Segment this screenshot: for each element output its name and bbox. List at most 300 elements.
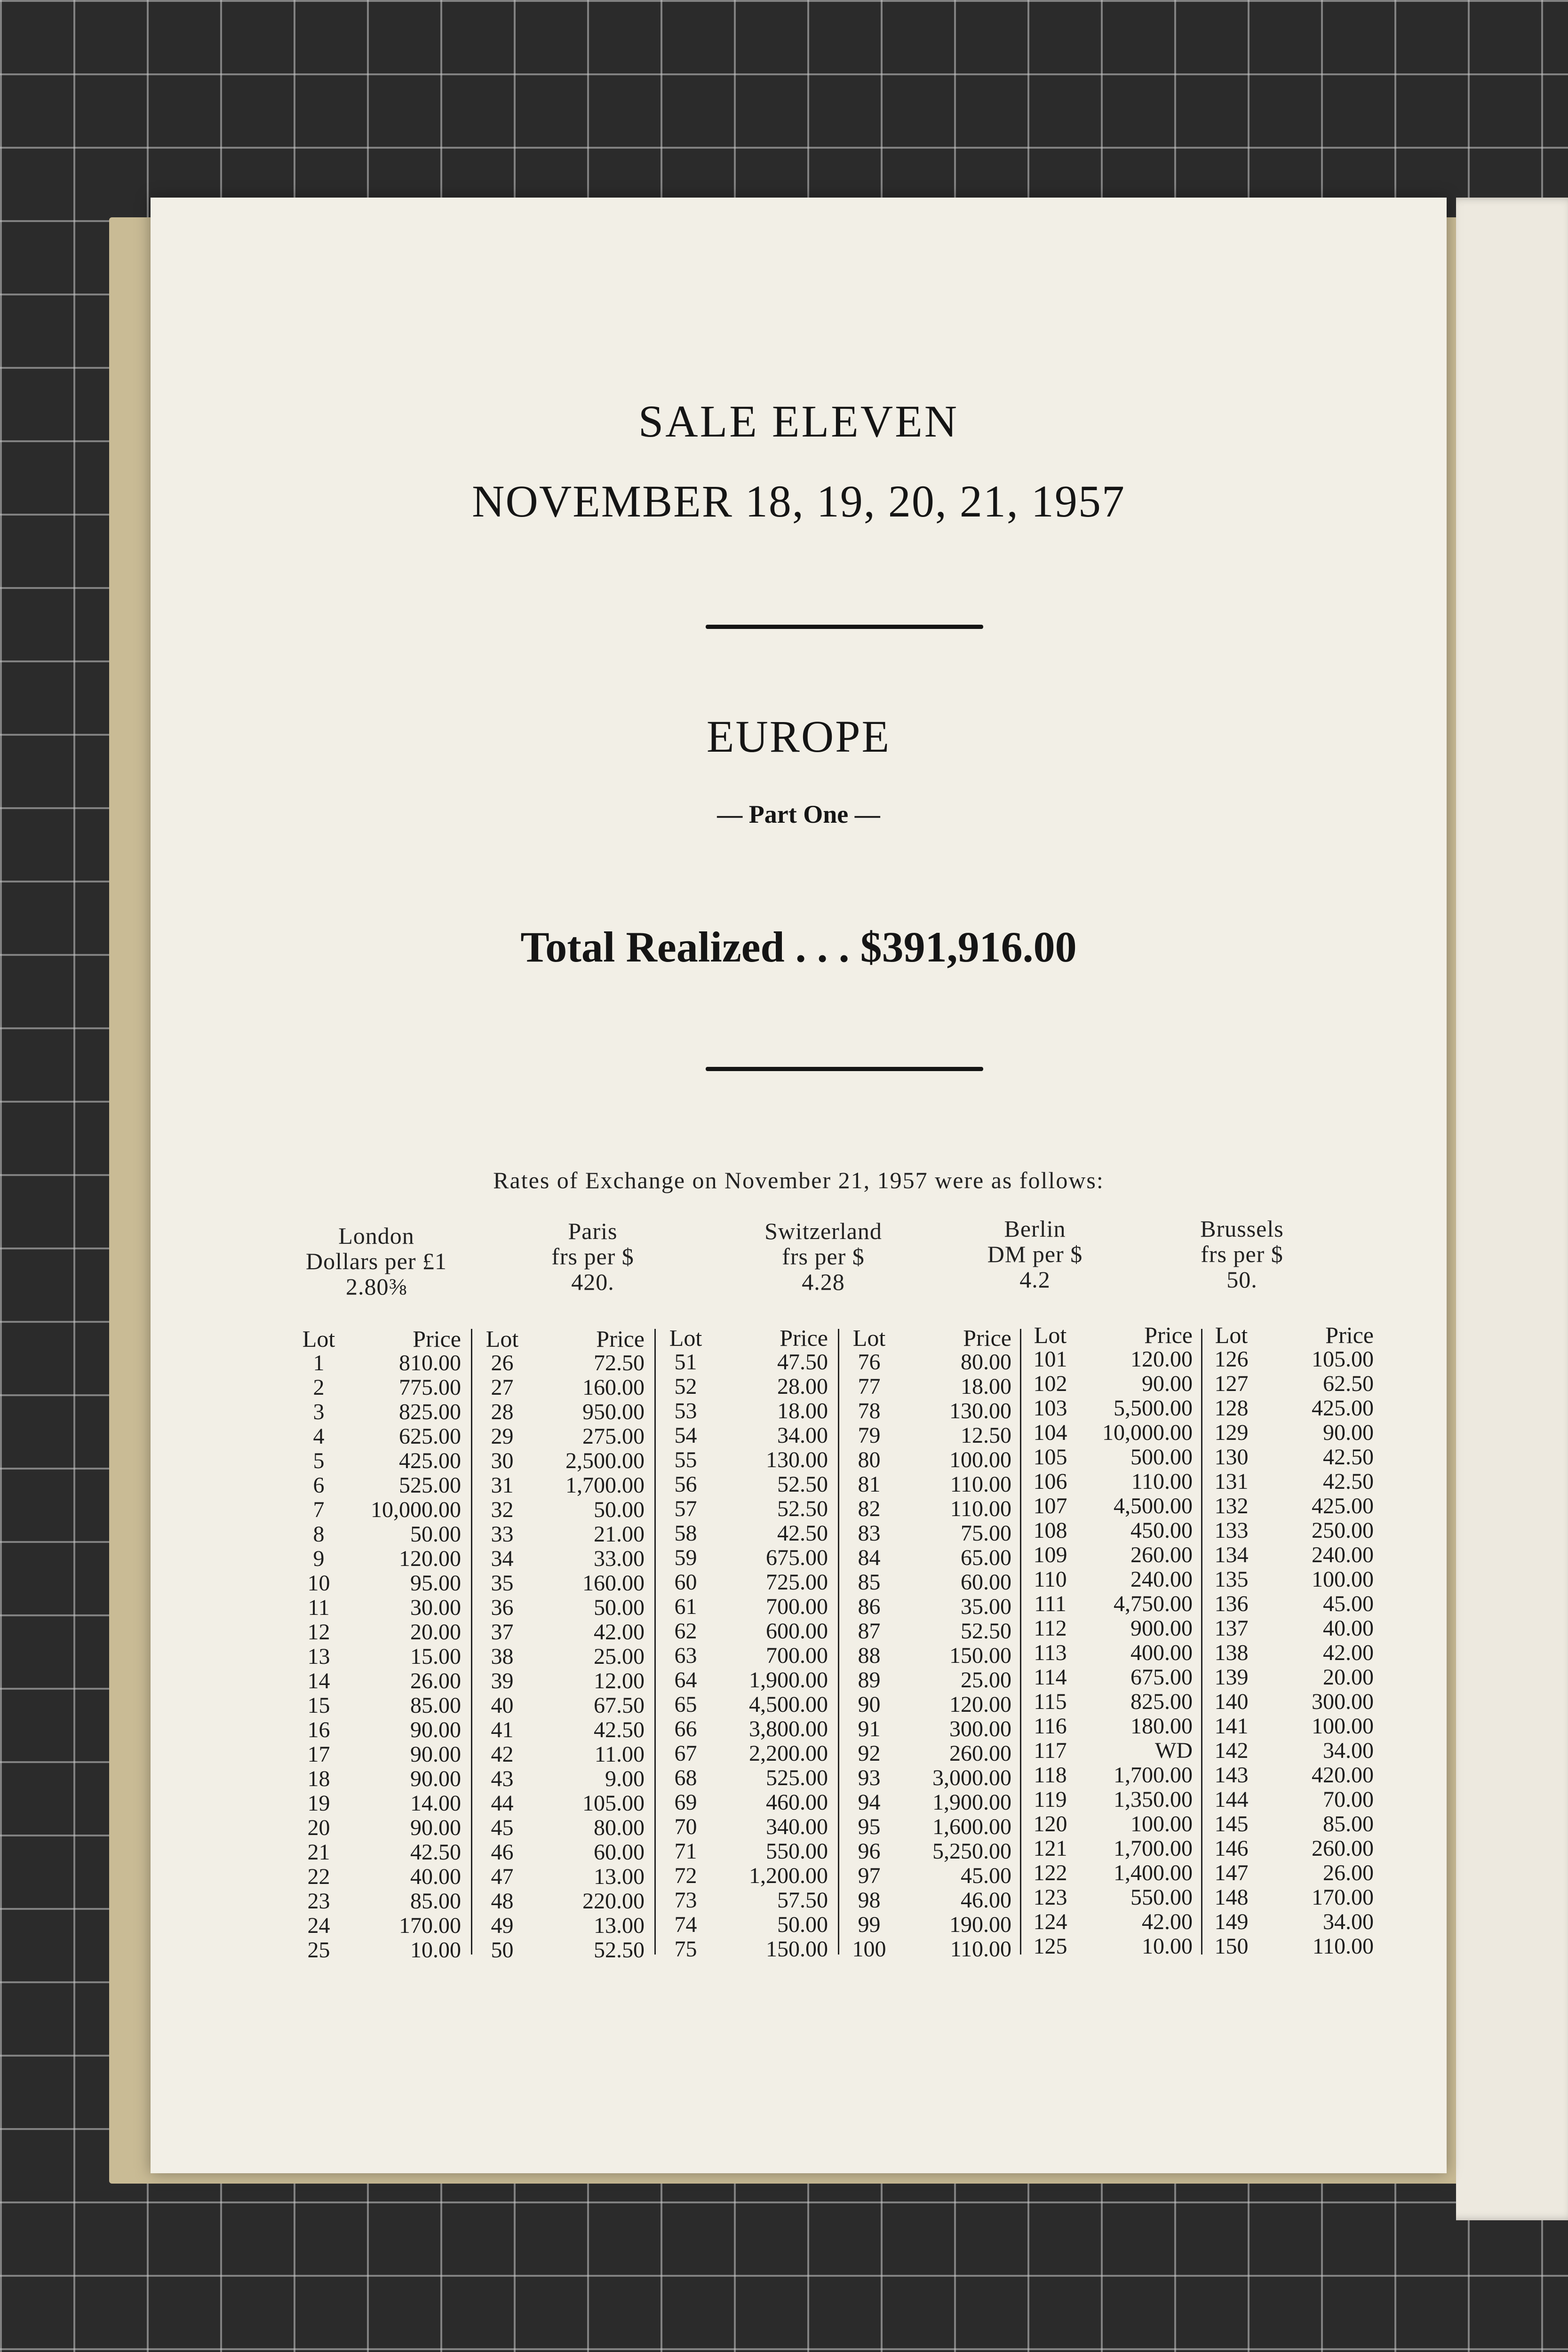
lot-price: 1,400.00: [1114, 1860, 1193, 1885]
column-divider: [1201, 1329, 1202, 1955]
table-row: [842, 1839, 1011, 1864]
lot-column: [842, 1326, 1011, 1962]
table-row: [1023, 1812, 1193, 1836]
table-row: [842, 1375, 1011, 1399]
rate-city: Berlin: [1004, 1216, 1066, 1242]
table-row: [292, 1596, 461, 1620]
table-row: [1204, 1836, 1374, 1861]
table-row: [292, 1742, 461, 1767]
rate-berlin: [950, 1216, 1120, 1292]
rate-brussels: [1157, 1216, 1327, 1292]
lot-price: 10,000.00: [371, 1497, 461, 1522]
lot-number: 28: [491, 1399, 514, 1424]
lot-price: 110.00: [950, 1472, 1011, 1497]
lot-number: 85: [858, 1570, 881, 1595]
lot-price: 120.00: [399, 1546, 461, 1571]
table-row: [1023, 1421, 1193, 1445]
lot-price: 450.00: [1130, 1518, 1193, 1543]
lot-price: 2,500.00: [565, 1448, 645, 1473]
lot-number: 40: [491, 1693, 514, 1718]
lot-number: 59: [674, 1545, 697, 1570]
lot-number: 21: [307, 1840, 330, 1865]
lot-number: 95: [858, 1814, 881, 1839]
lot-number: 77: [858, 1374, 881, 1399]
lot-number: 140: [1214, 1689, 1249, 1714]
table-row: [659, 1448, 828, 1472]
lot-number: 7: [313, 1497, 325, 1522]
table-row: [1204, 1421, 1374, 1445]
rate-value: 4.2: [1019, 1266, 1051, 1293]
lot-price: 90.00: [410, 1742, 461, 1767]
lot-price: 170.00: [399, 1913, 461, 1938]
lot-price: 42.50: [594, 1717, 645, 1742]
lot-number: 117: [1034, 1738, 1067, 1763]
table-row: [475, 1816, 645, 1840]
lot-price: 400.00: [1130, 1640, 1193, 1665]
lot-price: 2,200.00: [749, 1741, 828, 1766]
lot-number: 53: [674, 1398, 697, 1423]
lot-number: 134: [1214, 1542, 1249, 1567]
lot-price: 260.00: [1312, 1836, 1374, 1861]
table-row: [292, 1914, 461, 1938]
lot-number: 33: [491, 1522, 514, 1547]
lot-number: 52: [674, 1374, 697, 1399]
lot-number: 66: [674, 1716, 697, 1741]
lot-price: 10.00: [1142, 1934, 1193, 1959]
lot-price: 10.00: [410, 1938, 461, 1963]
table-row: [475, 1865, 645, 1889]
table-row: [1023, 1739, 1193, 1763]
rate-city: Paris: [568, 1218, 618, 1244]
lot-number: 125: [1033, 1934, 1067, 1959]
table-row: [659, 1766, 828, 1790]
lot-price: 240.00: [1130, 1567, 1193, 1592]
lot-price: 5,250.00: [932, 1839, 1011, 1864]
lot-price: 40.00: [410, 1864, 461, 1889]
lot-price: 240.00: [1312, 1542, 1374, 1567]
lot-price: 52.50: [594, 1938, 645, 1963]
lot-number: 74: [674, 1912, 697, 1937]
lot-price: 26.00: [410, 1669, 461, 1693]
column-divider: [471, 1329, 472, 1955]
rate-unit: frs per $: [551, 1243, 634, 1270]
lot-header: Lot: [1034, 1322, 1067, 1348]
table-row: [659, 1423, 828, 1448]
lot-price: 34.00: [777, 1423, 828, 1448]
table-row: [659, 1790, 828, 1815]
table-row: [659, 1546, 828, 1570]
lot-number: 6: [313, 1473, 325, 1498]
lot-number: 67: [674, 1741, 697, 1766]
lot-price: 42.50: [410, 1840, 461, 1865]
lot-number: 69: [674, 1790, 697, 1815]
table-row: [1023, 1836, 1193, 1861]
lot-number: 58: [674, 1521, 697, 1546]
lot-price: 725.00: [766, 1570, 828, 1595]
column-header: [842, 1326, 1011, 1350]
lot-number: 50: [491, 1938, 514, 1963]
lot-price: 825.00: [399, 1399, 461, 1424]
lot-number: 26: [491, 1351, 514, 1375]
rate-city: London: [338, 1223, 414, 1249]
lot-column: [292, 1327, 461, 1963]
region-heading: EUROPE: [706, 711, 891, 762]
table-row: [1023, 1665, 1193, 1690]
table-row: [1204, 1714, 1374, 1739]
lot-price: 150.00: [766, 1937, 828, 1962]
lot-number: 29: [491, 1424, 514, 1449]
table-row: [1023, 1788, 1193, 1812]
lot-price: 120.00: [1130, 1347, 1193, 1372]
lot-number: 70: [674, 1814, 697, 1839]
divider-rule: [706, 1067, 983, 1071]
lot-price: 260.00: [949, 1741, 1011, 1766]
rate-value: 4.28: [802, 1269, 845, 1295]
table-row: [659, 1717, 828, 1741]
lot-price: 275.00: [582, 1424, 645, 1449]
table-row: [292, 1865, 461, 1889]
lot-price: 57.50: [777, 1888, 828, 1913]
table-row: [475, 1889, 645, 1914]
lot-number: 100: [852, 1937, 886, 1962]
lot-price: 90.00: [1323, 1420, 1374, 1445]
table-row: [1023, 1690, 1193, 1714]
lot-price: 1,900.00: [749, 1668, 828, 1692]
table-row: [659, 1375, 828, 1399]
lot-price: 4,750.00: [1114, 1591, 1193, 1616]
rate-paris: [508, 1218, 677, 1295]
divider-rule: [706, 625, 983, 629]
lot-number: 24: [307, 1913, 330, 1938]
table-row: [842, 1570, 1011, 1595]
lot-price: 25.00: [594, 1644, 645, 1669]
table-row: [292, 1693, 461, 1718]
lot-price: 675.00: [766, 1545, 828, 1570]
lot-number: 32: [491, 1497, 514, 1522]
part-subheading: — Part One —: [717, 800, 880, 828]
lot-price: 340.00: [766, 1814, 828, 1839]
table-row: [475, 1693, 645, 1718]
lot-price: 9.00: [605, 1766, 645, 1791]
lot-number: 3: [313, 1399, 325, 1424]
table-row: [475, 1571, 645, 1596]
lot-number: 99: [858, 1912, 881, 1937]
table-row: [842, 1546, 1011, 1570]
lot-number: 122: [1033, 1860, 1067, 1885]
lot-number: 116: [1034, 1714, 1067, 1739]
lot-number: 115: [1034, 1689, 1067, 1714]
table-row: [1204, 1665, 1374, 1690]
lot-number: 81: [858, 1472, 881, 1497]
table-row: [659, 1619, 828, 1644]
lot-number: 62: [674, 1619, 697, 1644]
table-row: [842, 1423, 1011, 1448]
table-row: [1023, 1518, 1193, 1543]
table-row: [1204, 1934, 1374, 1959]
lot-price: 42.50: [1323, 1445, 1374, 1470]
lot-price: 42.50: [1323, 1469, 1374, 1494]
lot-price: 90.00: [410, 1815, 461, 1840]
lot-price: 60.00: [961, 1570, 1011, 1595]
lot-price: 50.00: [594, 1497, 645, 1522]
table-row: [842, 1766, 1011, 1790]
rate-value: 50.: [1226, 1266, 1258, 1293]
column-divider: [838, 1329, 839, 1955]
table-row: [292, 1767, 461, 1791]
lot-number: 96: [858, 1839, 881, 1864]
table-row: [659, 1350, 828, 1375]
table-row: [842, 1497, 1011, 1521]
lot-number: 16: [307, 1717, 330, 1742]
table-row: [475, 1620, 645, 1645]
lot-price: 260.00: [1130, 1542, 1193, 1567]
table-row: [1204, 1445, 1374, 1470]
lot-price: 130.00: [766, 1447, 828, 1472]
lot-number: 35: [491, 1571, 514, 1596]
lot-number: 98: [858, 1888, 881, 1913]
exchange-rates-heading: Rates of Exchange on November 21, 1957 were as follows:: [493, 1167, 1104, 1193]
lot-number: 120: [1033, 1812, 1067, 1836]
table-row: [1204, 1812, 1374, 1836]
lot-number: 123: [1033, 1885, 1067, 1910]
table-row: [1023, 1861, 1193, 1885]
lot-number: 4: [313, 1424, 325, 1449]
lot-number: 64: [674, 1668, 697, 1692]
lot-number: 102: [1033, 1371, 1067, 1396]
table-row: [475, 1938, 645, 1963]
table-row: [1023, 1910, 1193, 1934]
table-row: [1023, 1470, 1193, 1494]
lot-price: 525.00: [766, 1765, 828, 1790]
lot-number: 9: [313, 1546, 325, 1571]
lot-price: 80.00: [961, 1350, 1011, 1375]
lot-number: 2: [313, 1375, 325, 1400]
lot-price: 52.50: [777, 1496, 828, 1521]
lot-price: 85.00: [410, 1693, 461, 1718]
lot-number: 141: [1214, 1714, 1249, 1739]
lot-number: 133: [1214, 1518, 1249, 1543]
lot-price: 42.50: [777, 1521, 828, 1546]
lot-price: 25.00: [961, 1668, 1011, 1692]
table-row: [842, 1937, 1011, 1962]
table-row: [1023, 1372, 1193, 1396]
lot-number: 121: [1033, 1836, 1067, 1861]
lot-number: 150: [1214, 1934, 1249, 1959]
lot-number: 104: [1033, 1420, 1067, 1445]
lot-price: 47.50: [777, 1350, 828, 1375]
lot-price: 525.00: [399, 1473, 461, 1498]
lot-header: Lot: [669, 1325, 702, 1351]
lot-number: 80: [858, 1447, 881, 1472]
lot-number: 71: [674, 1839, 697, 1864]
table-row: [659, 1815, 828, 1839]
lot-number: 8: [313, 1522, 325, 1547]
lot-number: 113: [1034, 1640, 1067, 1665]
table-row: [659, 1692, 828, 1717]
table-row: [842, 1864, 1011, 1888]
lot-price: 775.00: [399, 1375, 461, 1400]
price-header: Price: [1144, 1322, 1193, 1348]
lot-number: 107: [1033, 1494, 1067, 1518]
lot-number: 68: [674, 1765, 697, 1790]
lot-price: 65.00: [961, 1545, 1011, 1570]
lot-number: 34: [491, 1546, 514, 1571]
lot-number: 82: [858, 1496, 881, 1521]
table-row: [1023, 1714, 1193, 1739]
lot-number: 20: [307, 1815, 330, 1840]
table-row: [475, 1669, 645, 1693]
table-row: [842, 1913, 1011, 1937]
lot-number: 60: [674, 1570, 697, 1595]
table-row: [1204, 1567, 1374, 1592]
lot-number: 94: [858, 1790, 881, 1815]
lot-header: Lot: [1215, 1322, 1248, 1348]
lot-number: 91: [858, 1716, 881, 1741]
lot-price: 13.00: [594, 1913, 645, 1938]
lot-number: 75: [674, 1937, 697, 1962]
table-row: [659, 1937, 828, 1962]
table-row: [292, 1645, 461, 1669]
lot-number: 54: [674, 1423, 697, 1448]
lot-number: 136: [1214, 1591, 1249, 1616]
table-row: [842, 1668, 1011, 1692]
lot-number: 10: [307, 1571, 330, 1596]
table-row: [1204, 1690, 1374, 1714]
table-row: [1023, 1396, 1193, 1421]
lot-number: 135: [1214, 1567, 1249, 1592]
table-row: [475, 1473, 645, 1498]
lot-number: 103: [1033, 1396, 1067, 1421]
lot-number: 131: [1214, 1469, 1249, 1494]
lot-price: 600.00: [766, 1619, 828, 1644]
column-header: [475, 1327, 645, 1351]
table-row: [475, 1840, 645, 1865]
rate-value: 2.80⅜: [346, 1273, 407, 1300]
column-divider: [1020, 1329, 1021, 1955]
lot-price: 625.00: [399, 1424, 461, 1449]
lot-number: 41: [491, 1717, 514, 1742]
lot-number: 111: [1034, 1591, 1067, 1616]
lot-number: 101: [1033, 1347, 1067, 1372]
table-row: [292, 1840, 461, 1865]
lot-number: 105: [1033, 1445, 1067, 1470]
lot-price: 110.00: [1312, 1934, 1374, 1959]
lot-price: 30.00: [410, 1595, 461, 1620]
lot-number: 45: [491, 1815, 514, 1840]
lot-number: 43: [491, 1766, 514, 1791]
table-row: [292, 1400, 461, 1424]
lot-column: [1204, 1323, 1374, 1959]
table-row: [1023, 1641, 1193, 1665]
table-row: [475, 1400, 645, 1424]
table-row: [842, 1717, 1011, 1741]
lot-number: 84: [858, 1545, 881, 1570]
lot-number: 23: [307, 1889, 330, 1914]
table-row: [1204, 1788, 1374, 1812]
lot-number: 12: [307, 1620, 330, 1645]
table-row: [842, 1399, 1011, 1423]
table-row: [292, 1522, 461, 1547]
lot-price: 95.00: [410, 1571, 461, 1596]
table-row: [659, 1521, 828, 1546]
lot-price: 550.00: [766, 1839, 828, 1864]
lot-price: 180.00: [1130, 1714, 1193, 1739]
lot-number: 142: [1214, 1738, 1249, 1763]
table-row: [659, 1839, 828, 1864]
table-row: [475, 1914, 645, 1938]
lot-price: 425.00: [399, 1448, 461, 1473]
total-realized: Total Realized . . . $391,916.00: [520, 923, 1077, 971]
rate-value: 420.: [571, 1269, 614, 1295]
lot-price: 60.00: [594, 1840, 645, 1865]
lot-price: 700.00: [766, 1594, 828, 1619]
lot-price: 90.00: [1142, 1371, 1193, 1396]
table-row: [659, 1595, 828, 1619]
table-row: [1204, 1396, 1374, 1421]
lot-number: 14: [307, 1669, 330, 1693]
lot-number: 25: [307, 1938, 330, 1963]
lot-price: 15.00: [410, 1644, 461, 1669]
lot-number: 42: [491, 1742, 514, 1767]
table-row: [659, 1668, 828, 1692]
lot-number: 127: [1214, 1371, 1249, 1396]
lot-number: 147: [1214, 1860, 1249, 1885]
table-row: [1023, 1885, 1193, 1910]
sale-title: SALE ELEVEN: [638, 396, 959, 446]
lot-price: 110.00: [950, 1937, 1011, 1962]
lot-number: 22: [307, 1864, 330, 1889]
table-row: [1023, 1616, 1193, 1641]
lot-number: 49: [491, 1913, 514, 1938]
table-row: [1204, 1592, 1374, 1616]
table-row: [659, 1399, 828, 1423]
lot-column: [1023, 1323, 1193, 1959]
lot-number: 51: [674, 1350, 697, 1375]
table-row: [292, 1547, 461, 1571]
lot-number: 143: [1214, 1763, 1249, 1788]
lot-price: 110.00: [1131, 1469, 1193, 1494]
lot-price: 220.00: [582, 1889, 645, 1914]
lot-number: 144: [1214, 1787, 1249, 1812]
table-row: [292, 1889, 461, 1914]
lot-number: 76: [858, 1350, 881, 1375]
lot-number: 55: [674, 1447, 697, 1472]
lot-number: 13: [307, 1644, 330, 1669]
table-row: [842, 1815, 1011, 1839]
lot-number: 86: [858, 1594, 881, 1619]
lot-number: 90: [858, 1692, 881, 1717]
price-header: Price: [413, 1326, 461, 1352]
table-row: [292, 1498, 461, 1522]
lot-price: 20.00: [410, 1620, 461, 1645]
rate-switzerland: [734, 1218, 913, 1295]
table-row: [659, 1497, 828, 1521]
lot-price: 34.00: [1323, 1909, 1374, 1934]
table-row: [1023, 1445, 1193, 1470]
lot-price: 18.00: [961, 1374, 1011, 1399]
table-row: [842, 1619, 1011, 1644]
lot-price: 67.50: [594, 1693, 645, 1718]
lot-price: 190.00: [949, 1912, 1011, 1937]
lot-price: 120.00: [949, 1692, 1011, 1717]
table-row: [475, 1742, 645, 1767]
lot-price: 1,600.00: [932, 1814, 1011, 1839]
rate-city: Switzerland: [764, 1218, 882, 1244]
table-row: [659, 1570, 828, 1595]
lot-price: 300.00: [949, 1716, 1011, 1741]
lot-price: 18.00: [777, 1398, 828, 1423]
lot-price: 50.00: [777, 1912, 828, 1937]
